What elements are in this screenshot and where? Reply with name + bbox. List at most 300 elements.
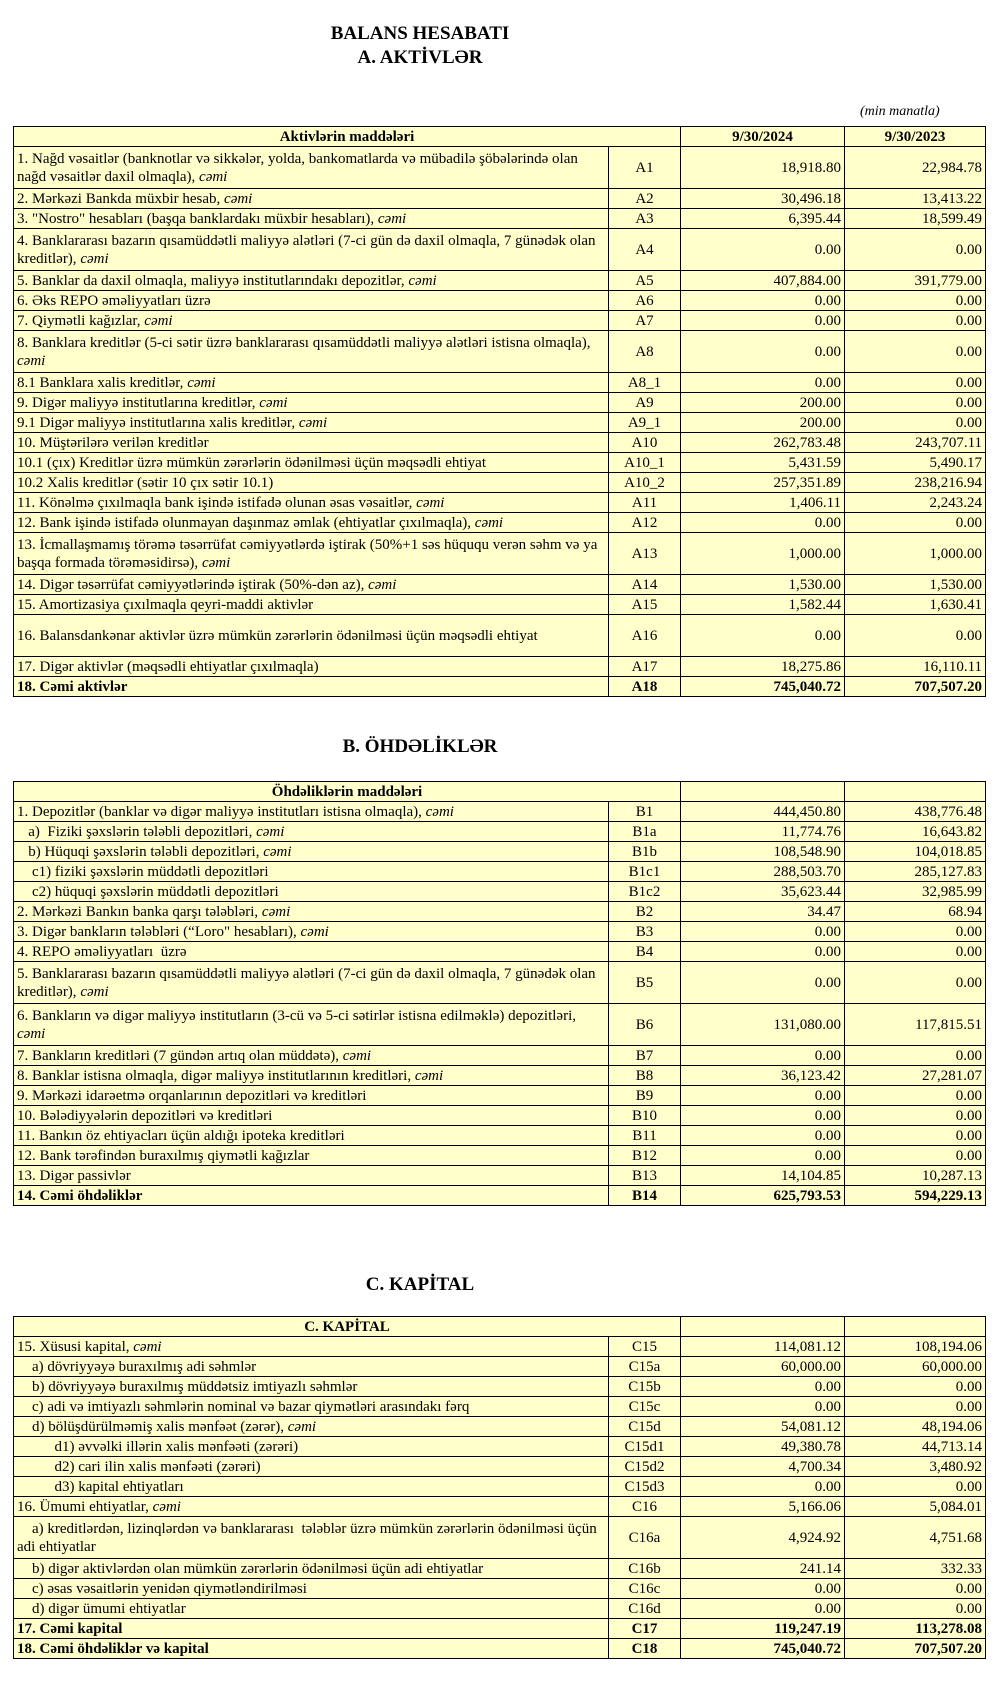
row-value-current: 745,040.72 [681,677,845,697]
row-value-current: 114,081.12 [681,1337,845,1357]
row-code: B10 [609,1106,681,1126]
table-header-row [14,782,986,802]
row-value-previous: 68.94 [845,902,986,922]
section-a-title: A. AKTİVLƏR [357,47,483,68]
table-row [14,657,986,677]
table-row [14,1066,986,1086]
row-code: A7 [609,311,681,331]
row-value-previous: 243,707.11 [845,433,986,453]
row-value-current: 5,166.06 [681,1497,845,1517]
row-code: A10_1 [609,453,681,473]
row-label-cell [14,1639,609,1659]
row-value-current: 14,104.85 [681,1166,845,1186]
row-value-current: 18,275.86 [681,657,845,677]
row-code: A5 [609,271,681,291]
table-row [14,229,986,271]
row-label-cell [14,1066,609,1086]
row-code: A6 [609,291,681,311]
row-value-previous: 0.00 [845,962,986,1004]
table-row [14,1146,986,1166]
row-label: 16. Ümumi ehtiyatlar, [17,1498,149,1515]
row-label-suffix: cəmi [187,374,216,391]
table-row [14,393,986,413]
section-c-title: C. KAPİTAL [365,1274,475,1295]
row-code: B1c1 [609,862,681,882]
row-label-cell [14,1146,609,1166]
row-value-previous: 0.00 [845,229,986,271]
row-value-current: 54,081.12 [681,1417,845,1437]
row-label: 6. Əks REPO əməliyyatları üzrə [17,292,211,309]
header-period-current: 9/30/2024 [681,127,845,147]
table-row [14,862,986,882]
table-row [14,822,986,842]
row-label: 8. Banklar istisna olmaqla, digər maliyyə institutlarının kreditləri, [17,1067,412,1084]
table-row [14,453,986,473]
row-label: d1) əvvəlki illərin xalis mənfəəti (zərəri) [17,1438,299,1455]
row-label-cell [14,1086,609,1106]
row-value-previous: 0.00 [845,393,986,413]
table-row [14,493,986,513]
row-value-current: 1,530.00 [681,575,845,595]
row-value-previous: 60,000.00 [845,1357,986,1377]
row-label-cell [14,1437,609,1457]
row-value-previous: 0.00 [845,1086,986,1106]
table-row [14,373,986,393]
row-value-current: 0.00 [681,229,845,271]
row-label-cell [14,1357,609,1377]
row-value-current: 131,080.00 [681,1004,845,1046]
row-code: A11 [609,493,681,513]
row-value-previous: 0.00 [845,1146,986,1166]
row-label: 17. Cəmi kapital [17,1620,123,1637]
row-value-previous: 10,287.13 [845,1166,986,1186]
row-label: 4. Banklararası bazarın qısamüddətli maliyyə alətləri (7-ci gün də daxil olmaqla, 7 günədək olan kreditlər), [17,232,600,267]
table-row [14,413,986,433]
row-label: 9. Mərkəzi idarəetmə orqanlarının depozitləri və kreditləri [17,1087,367,1104]
row-value-previous: 18,599.49 [845,209,986,229]
row-label: 13. Digər passivlər [17,1167,131,1184]
row-value-current: 625,793.53 [681,1186,845,1206]
row-label: 15. Amortizasiya çıxılmaqla qeyri-maddi aktivlər [17,596,314,613]
row-label-suffix: cəmi [414,1067,444,1084]
row-code: B9 [609,1086,681,1106]
row-label: 1. Depozitlər (banklar və digər maliyyə institutları istisna olmaqla), [17,803,422,820]
row-label-cell [14,942,609,962]
row-value-previous: 1,530.00 [845,575,986,595]
row-label-cell [14,1397,609,1417]
row-value-previous: 0.00 [845,1599,986,1619]
row-label-cell [14,1004,609,1046]
row-value-current: 108,548.90 [681,842,845,862]
row-value-current: 0.00 [681,373,845,393]
row-code: C16 [609,1497,681,1517]
row-label: c) adi və imtiyazlı səhmlərin nominal və bazar qiymətləri arasındakı fərq [17,1398,470,1415]
row-label-cell [14,1579,609,1599]
unit-label: (min manatla) [860,104,940,119]
row-value-current: 4,924.92 [681,1517,845,1559]
row-value-current: 288,503.70 [681,862,845,882]
row-value-current: 0.00 [681,1046,845,1066]
row-value-current: 0.00 [681,1377,845,1397]
table-row [14,1186,986,1206]
row-value-current: 35,623.44 [681,882,845,902]
row-label-suffix: cəmi [80,983,109,1000]
row-value-previous: 0.00 [845,1477,986,1497]
row-value-current: 0.00 [681,1106,845,1126]
row-code: C16b [609,1559,681,1579]
row-label: a) dövriyyəyə buraxılmış adi səhmlər [17,1358,257,1375]
table-row [14,1377,986,1397]
row-label-cell [14,209,609,229]
row-code: B1 [609,802,681,822]
row-value-current: 49,380.78 [681,1437,845,1457]
row-label-suffix: cəmi [474,514,504,531]
row-value-previous: 44,713.14 [845,1437,986,1457]
row-label-cell [14,311,609,331]
row-value-previous: 594,229.13 [845,1186,986,1206]
row-value-current: 6,395.44 [681,209,845,229]
row-label-suffix: cəmi [133,1338,162,1355]
row-label: 8.1 Banklara xalis kreditlər, [17,374,184,391]
row-label-cell [14,1417,609,1437]
row-value-current: 60,000.00 [681,1357,845,1377]
row-label-suffix: cəmi [17,352,46,369]
table-row [14,1599,986,1619]
row-label: d) digər ümumi ehtiyatlar [17,1600,186,1617]
row-label: 10.1 (çıx) Kreditlər üzrə mümkün zərərlərin ödənilməsi üçün məqsədli ehtiyat [17,454,487,471]
table-row [14,1086,986,1106]
row-label: 10.2 Xalis kreditlər (sətir 10 çıx sətir 10.1) [17,474,274,491]
row-label-cell [14,1186,609,1206]
row-value-previous: 4,751.68 [845,1517,986,1559]
row-label-cell [14,147,609,189]
row-label: 16. Balansdankənar aktivlər üzrə mümkün zərərlərin ödənilməsi üçün məqsədli ehtiyat [17,627,538,644]
row-value-current: 0.00 [681,513,845,533]
row-label-suffix: cəmi [298,414,328,431]
row-label-cell [14,862,609,882]
row-code: A12 [609,513,681,533]
row-label: 7. Qiymətli kağızlar, [17,312,141,329]
row-code: A8_1 [609,373,681,393]
table-header-row [14,1317,986,1337]
row-label-suffix: cəmi [300,923,329,940]
table-row [14,513,986,533]
row-value-previous: 113,278.08 [845,1619,986,1639]
row-label: 10. Bələdiyyələrin depozitləri və kreditləri [17,1107,273,1124]
row-value-previous: 1,630.41 [845,595,986,615]
row-value-current: 11,774.76 [681,822,845,842]
table-row [14,677,986,697]
table-row [14,1559,986,1579]
table-row [14,533,986,575]
row-code: B14 [609,1186,681,1206]
row-code: A4 [609,229,681,271]
row-value-previous: 238,216.94 [845,473,986,493]
row-value-previous: 2,243.24 [845,493,986,513]
row-code: A1 [609,147,681,189]
row-value-previous: 0.00 [845,413,986,433]
row-label-cell [14,513,609,533]
row-label: 11. Könəlmə çıxılmaqla bank işində istifadə olunan əsas vəsaitlər, [17,494,413,511]
table-row [14,147,986,189]
header-item: Aktivlərin maddələri [14,127,681,147]
row-label-cell [14,822,609,842]
table-row [14,1357,986,1377]
row-value-previous: 16,643.82 [845,822,986,842]
row-label: b) Hüquqi şəxslərin tələbli depozitləri, [17,843,260,860]
row-label-cell [14,595,609,615]
row-label-cell [14,473,609,493]
row-label-cell [14,1106,609,1126]
row-value-previous: 0.00 [845,1377,986,1397]
row-label-cell [14,1477,609,1497]
header-item: C. KAPİTAL [14,1317,681,1337]
row-label: 5. Banklar da daxil olmaqla, maliyyə institutlarındakı depozitlər, [17,272,405,289]
row-label: 6. Bankların və digər maliyyə institutların (3-cü və 5-ci sətirlər istisna edilməklə) depozitləri, [17,1007,576,1024]
row-label: 4. REPO əməliyyatları üzrə [17,943,187,960]
table-row [14,615,986,657]
row-value-previous: 391,779.00 [845,271,986,291]
row-label: 11. Bankın öz ehtiyacları üçün aldığı ipoteka kreditləri [17,1127,345,1144]
table-row [14,1166,986,1186]
row-label-suffix: cəmi [408,272,437,289]
row-code: A2 [609,189,681,209]
table-row [14,922,986,942]
row-value-previous: 0.00 [845,942,986,962]
row-label-suffix: cəmi [256,823,285,840]
row-label-suffix: cəmi [201,554,231,571]
row-value-previous: 0.00 [845,373,986,393]
table-row [14,1457,986,1477]
row-value-current: 200.00 [681,393,845,413]
row-code: A8 [609,331,681,373]
row-label-cell [14,433,609,453]
row-value-current: 0.00 [681,311,845,331]
row-label: 12. Bank işində istifadə olunmayan daşınmaz əmlak (ehtiyatlar çıxılmaqla), [17,514,472,531]
row-label-cell [14,189,609,209]
row-code: C15b [609,1377,681,1397]
row-code: A18 [609,677,681,697]
row-value-previous: 438,776.48 [845,802,986,822]
row-label-cell [14,373,609,393]
row-value-previous: 0.00 [845,1397,986,1417]
row-label-cell [14,493,609,513]
row-label: 2. Mərkəzi Bankda müxbir hesab, [17,190,221,207]
row-code: B2 [609,902,681,922]
row-code: B3 [609,922,681,942]
row-value-previous: 0.00 [845,615,986,657]
row-label: 18. Cəmi aktivlər [17,678,128,695]
row-label: a) kreditlərdən, lizinqlərdən və banklararası tələblər üzrə mümkün zərərlərin ödənilməsi üçün adi ehtiyatlar [17,1520,601,1555]
row-label-cell [14,271,609,291]
row-value-current: 0.00 [681,1146,845,1166]
table-row [14,473,986,493]
row-value-previous: 16,110.11 [845,657,986,677]
row-label-cell [14,453,609,473]
table-row [14,842,986,862]
row-value-current: 36,123.42 [681,1066,845,1086]
table-header-row [14,127,986,147]
row-code: A16 [609,615,681,657]
row-label-cell [14,962,609,1004]
row-code: B1c2 [609,882,681,902]
table-row [14,1126,986,1146]
row-label: 7. Bankların kreditləri (7 gündən artıq olan müddətə), [17,1047,339,1064]
row-label: b) dövriyyəyə buraxılmış müddətsiz imtiyazlı səhmlər [17,1378,358,1395]
row-label-suffix: cəmi [17,1025,46,1042]
row-value-current: 1,406.11 [681,493,845,513]
row-code: B4 [609,942,681,962]
row-value-current: 0.00 [681,922,845,942]
row-label: 14. Digər təsərrüfat cəmiyyətlərində iştirak (50%-dən az), [17,576,365,593]
row-label: 9. Digər maliyyə institutlarına kreditlər, [17,394,256,411]
row-value-current: 4,700.34 [681,1457,845,1477]
row-label-cell [14,1599,609,1619]
row-value-current: 119,247.19 [681,1619,845,1639]
row-label-cell [14,393,609,413]
row-value-current: 0.00 [681,291,845,311]
row-value-current: 1,000.00 [681,533,845,575]
row-value-current: 0.00 [681,1477,845,1497]
row-label-suffix: cəmi [224,190,253,207]
row-value-current: 241.14 [681,1559,845,1579]
row-label: d2) cari ilin xalis mənfəəti (zərəri) [17,1458,261,1475]
row-label: 3. "Nostro" hesabları (başqa banklardakı müxbir hesabları), [17,210,375,227]
row-code: C15 [609,1337,681,1357]
row-label: a) Fiziki şəxslərin tələbli depozitləri, [17,823,253,840]
document-title: BALANS HESABATI [330,23,510,44]
row-value-previous: 0.00 [845,1579,986,1599]
row-value-previous: 0.00 [845,1126,986,1146]
row-code: C15d [609,1417,681,1437]
row-value-previous: 32,985.99 [845,882,986,902]
assets-table [13,126,986,697]
row-label-cell [14,615,609,657]
row-value-current: 200.00 [681,413,845,433]
row-label-suffix: cəmi [152,1498,181,1515]
row-code: A13 [609,533,681,575]
row-code: C16c [609,1579,681,1599]
row-label: c2) hüquqi şəxslərin müddətli depozitləri [17,883,279,900]
row-label-suffix: cəmi [425,803,454,820]
row-value-previous: 22,984.78 [845,147,986,189]
row-value-previous: 0.00 [845,1106,986,1126]
capital-table [13,1316,986,1659]
row-value-current: 0.00 [681,1397,845,1417]
row-label: 10. Müştərilərə verilən kreditlər [17,434,209,451]
row-value-current: 0.00 [681,1126,845,1146]
table-row [14,1579,986,1599]
row-label-cell [14,413,609,433]
row-label-cell [14,1457,609,1477]
row-code: A10 [609,433,681,453]
row-code: C15d2 [609,1457,681,1477]
row-label: d) bölüşdürülməmiş xalis mənfəət (zərər), [17,1418,284,1435]
row-value-current: 0.00 [681,942,845,962]
row-label-cell [14,882,609,902]
table-row [14,1497,986,1517]
row-value-previous: 117,815.51 [845,1004,986,1046]
row-label: b) digər aktivlərdən olan mümkün zərərlərin ödənilməsi üçün adi ehtiyatlar [17,1560,484,1577]
row-code: C16a [609,1517,681,1559]
table-row [14,1417,986,1437]
row-label: 12. Bank tərəfindən buraxılmış qiymətli kağızlar [17,1147,310,1164]
row-label-cell [14,1517,609,1559]
row-value-current: 0.00 [681,1599,845,1619]
table-row [14,311,986,331]
row-label-suffix: cəmi [80,250,109,267]
row-code: C15c [609,1397,681,1417]
row-label: 5. Banklararası bazarın qısamüddətli maliyyə alətləri (7-ci gün də daxil olmaqla, 7 günədək olan kreditlər), [17,965,600,1000]
row-value-previous: 1,000.00 [845,533,986,575]
row-label-suffix: cəmi [199,168,228,185]
row-label-cell [14,802,609,822]
row-label-cell [14,1559,609,1579]
row-label: c) əsas vəsaitlərin yenidən qiymətləndirilməsi [17,1580,307,1597]
table-row [14,189,986,209]
table-row [14,942,986,962]
row-code: B13 [609,1166,681,1186]
row-value-previous: 48,194.06 [845,1417,986,1437]
row-label-suffix: cəmi [377,210,407,227]
row-label-cell [14,1126,609,1146]
table-row [14,271,986,291]
row-label-suffix: cəmi [144,312,173,329]
row-label-suffix: cəmi [263,843,292,860]
row-label-cell [14,1377,609,1397]
row-code: C15d1 [609,1437,681,1457]
row-value-current: 18,918.80 [681,147,845,189]
row-label: c1) fiziki şəxslərin müddətli depozitləri [17,863,269,880]
row-value-previous: 104,018.85 [845,842,986,862]
section-b-title: B. ÖHDƏLİKLƏR [342,736,498,757]
row-value-previous: 707,507.20 [845,677,986,697]
row-label: 8. Banklara kreditlər (5-ci sətir üzrə banklararası qısamüddətli maliyyə alətləri istisna olmaqla), [17,334,591,351]
row-code: A9_1 [609,413,681,433]
row-value-current: 1,582.44 [681,595,845,615]
row-label: 18. Cəmi öhdəliklər və kapital [17,1640,209,1657]
row-value-previous: 0.00 [845,1046,986,1066]
row-label-suffix: cəmi [261,903,291,920]
row-label: 13. İcmallaşmamış törəmə təsərrüfat cəmiyyətlərdə iştirak (50%+1 səs hüququ verən səhm və ya başqa formada törəməsidirsə), [17,536,602,571]
row-label-suffix: cəmi [416,494,445,511]
row-label: 3. Digər bankların tələbləri (“Loro" hesabları), [17,923,297,940]
row-value-previous: 27,281.07 [845,1066,986,1086]
row-label-suffix: cəmi [342,1047,372,1064]
row-label: 15. Xüsusi kapital, [17,1338,130,1355]
row-label-cell [14,1497,609,1517]
row-label: 14. Cəmi öhdəliklər [17,1187,143,1204]
row-label-cell [14,657,609,677]
header-period-previous [845,782,986,802]
row-code: B12 [609,1146,681,1166]
row-label: 1. Nağd vəsaitlər (banknotlar və sikkələr, yolda, bankomatlarda və mübadilə şöbələrində olan nağd vəsaitlər daxil olmaqla), [17,150,582,185]
row-label: 9.1 Digər maliyyə institutlarına xalis kreditlər, [17,414,296,431]
row-label-cell [14,229,609,271]
row-code: B5 [609,962,681,1004]
row-label-cell [14,902,609,922]
table-row [14,331,986,373]
row-value-previous: 707,507.20 [845,1639,986,1659]
row-label-suffix: cəmi [287,1418,317,1435]
table-row [14,802,986,822]
row-value-current: 0.00 [681,962,845,1004]
row-code: B11 [609,1126,681,1146]
table-row [14,595,986,615]
row-code: A17 [609,657,681,677]
row-code: C17 [609,1619,681,1639]
row-value-current: 0.00 [681,331,845,373]
